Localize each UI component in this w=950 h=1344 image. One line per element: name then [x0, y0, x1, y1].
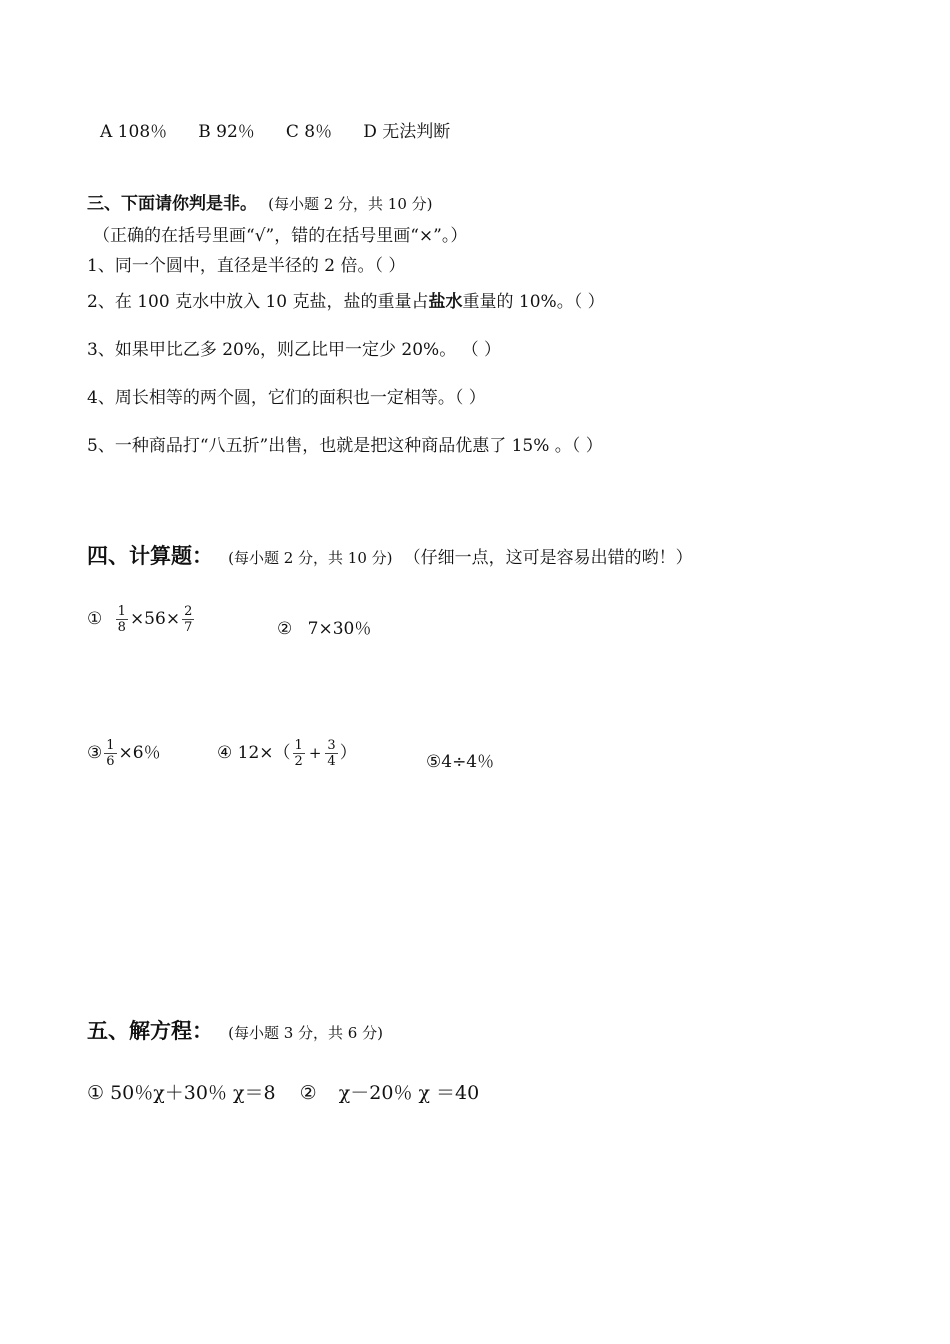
calc-5-expr: 4÷4％: [441, 752, 495, 772]
choice-c: C 8％: [285, 122, 333, 142]
fraction-numerator: 2: [184, 604, 193, 619]
section5-title: 五、解方程：: [87, 1019, 213, 1043]
fraction-denominator: 7: [184, 620, 193, 635]
equation-1: [87, 1082, 282, 1104]
calc-4-pre: 12×（: [237, 743, 291, 763]
section5-scoring: (每小题 3 分，共 6 分): [228, 1024, 383, 1042]
fraction-numerator: 1: [294, 738, 303, 753]
calc-3-rest: ×6％: [118, 743, 161, 763]
calc-1-middle: ×56×: [129, 609, 181, 629]
fraction: [293, 739, 305, 768]
calc-problem-5: [426, 747, 494, 772]
judge-item-2-pre: 2、在 100 克水中放入 10 克盐，盐的重量占: [87, 292, 429, 312]
section3-header: [87, 189, 433, 214]
judge-item-4: 4、周长相等的两个圆，它们的面积也一定相等。（ ）: [87, 388, 486, 408]
judge-item-2-post: 重量的 10%。（ ）: [462, 292, 605, 312]
equation-2-expr: χ－20％ χ ＝40: [338, 1082, 480, 1104]
equation-row: [87, 1078, 479, 1105]
fraction: [104, 739, 116, 768]
equation-1-expr: 50％χ＋30％ χ＝8: [110, 1082, 276, 1104]
fraction-numerator: 1: [106, 738, 115, 753]
fraction-numerator: 1: [117, 604, 126, 619]
fraction-denominator: 8: [117, 620, 126, 635]
fraction: [116, 605, 128, 634]
section3-scoring: (每小题 2 分，共 10 分): [268, 195, 433, 213]
equation-2: [300, 1082, 480, 1104]
calc-problem-2: [277, 614, 371, 639]
equation-marker-2: ②: [299, 1082, 317, 1104]
fraction: [325, 739, 337, 768]
choice-d: D 无法判断: [363, 122, 451, 142]
choice-a: A 108％: [100, 122, 168, 142]
calc-4-post: ）: [339, 743, 357, 763]
calc-marker-3: ③: [87, 743, 103, 763]
judge-item-5: 5、一种商品打“八五折”出售，也就是把这种商品优惠了 15% 。（ ）: [87, 436, 603, 456]
calc-problem-1: [87, 605, 196, 634]
section4-title: 四、计算题：: [87, 544, 213, 568]
section3-instruction: （正确的在括号里画“√”，错的在括号里画“×”。）: [93, 226, 468, 246]
judge-item-2: [87, 287, 605, 312]
judge-item-1: 1、同一个圆中，直径是半径的 2 倍。（ ）: [87, 256, 406, 276]
judge-item-2-bold: 盐水: [428, 292, 463, 312]
calc-marker-4: ④: [217, 743, 233, 763]
calc-2-expr: 7×30％: [307, 619, 372, 639]
section5-header: [87, 1015, 383, 1045]
calc-marker-5: ⑤: [426, 752, 442, 772]
equation-marker-1: ①: [87, 1082, 105, 1104]
calc-problem-3: [87, 738, 161, 768]
calc-problem-4: [217, 738, 357, 768]
section4-scoring: (每小题 2 分，共 10 分): [228, 549, 393, 567]
fraction: [182, 605, 194, 634]
section4-note: （仔细一点，这可是容易出错的哟！）: [403, 548, 693, 568]
choice-b: B 92％: [198, 122, 255, 142]
judge-item-3: 3、如果甲比乙多 20%，则乙比甲一定少 20%。 （ ）: [87, 340, 502, 360]
fraction-denominator: 4: [327, 754, 336, 769]
fraction-denominator: 2: [294, 754, 303, 769]
choice-row: [100, 117, 476, 142]
calc-marker-2: ②: [277, 619, 293, 639]
calc-marker-1: ①: [87, 609, 103, 629]
fraction-numerator: 3: [327, 738, 336, 753]
fraction-denominator: 6: [106, 754, 115, 769]
section4-header: [87, 540, 693, 570]
section3-title: 三、下面请你判是非。: [87, 194, 257, 214]
calc-4-plus: +: [308, 744, 322, 762]
